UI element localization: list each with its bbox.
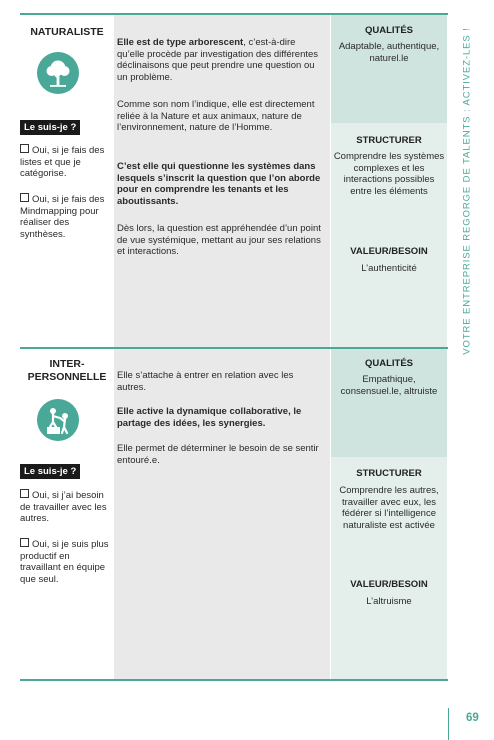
description-paragraph: Dès lors, la question est appréhendée d’un point de vue systémique, mettant au jour ses relations et interactions. <box>117 223 321 257</box>
valeur-heading: VALEUR/BESOIN <box>350 579 428 590</box>
description-paragraph: Comme son nom l’indique, elle est directement reliée à la Nature et aux animaux, nature de l’environnement, nature de l’Homme. <box>117 99 315 133</box>
option-item: Oui, si je fais des Mindmapping pour réaliser des synthèses. <box>20 194 105 240</box>
description-paragraph-bold: Elle active la dynamique collaborative, le partage des idées, les synergies. <box>117 406 302 429</box>
question-label: Le suis-je ? <box>20 464 80 479</box>
people-helping-icon <box>37 399 79 441</box>
description-paragraph: Elle s’attache à entrer en relation avec les autres. <box>117 370 294 393</box>
description-paragraph: Elle est de type arborescent, c’est-à-dire qu’elle procède par investigation des différentes déclinaisons que peut prendre une question ou un problème. <box>117 37 319 83</box>
structurer-text: Comprendre les systèmes complexes et les interactions possibles entre les éléments <box>333 151 445 197</box>
option-item: Oui, si je suis plus productif en travaillant en équipe que seul. <box>20 539 109 585</box>
qualites-text: Adaptable, authentique, naturel.le <box>338 41 440 64</box>
qualites-text: Empathique, consensuel.le, altruiste <box>340 374 438 397</box>
bottom-rule <box>20 679 448 681</box>
structurer-text: Comprendre les autres, travailler avec eux, les fédérer si l’intelligence naturaliste est activée <box>339 485 439 531</box>
checkbox-icon <box>20 538 29 547</box>
structurer-heading: STRUCTURER <box>356 135 422 146</box>
description-panel <box>114 349 330 679</box>
section-title: INTER- PERSONNELLE <box>27 358 107 383</box>
valeur-text: L’authenticité <box>361 263 417 274</box>
description-paragraph: Elle permet de déterminer le besoin de se sentir entouré.e. <box>117 443 319 466</box>
option-item: Oui, si j’ai besoin de travailler avec les autres. <box>20 490 107 524</box>
side-tagline: VOTRE ENTREPRISE REGORGE DE TALENTS : ACTIVEZ-LES ! <box>461 27 473 355</box>
checkbox-icon <box>20 489 29 498</box>
description-paragraph-bold: C’est elle qui questionne les systèmes dans lesquels s’inscrit la question que l’on aborde pour en comprendre les tenants et les aboutissants. <box>117 161 321 207</box>
page-number-divider <box>448 708 449 740</box>
page-number: 69 <box>466 712 479 724</box>
tree-icon <box>37 52 79 94</box>
qualites-heading: QUALITÉS <box>364 25 414 36</box>
valeur-heading: VALEUR/BESOIN <box>350 246 428 257</box>
section-title: NATURALISTE <box>30 26 104 38</box>
qualites-heading: QUALITÉS <box>364 358 414 369</box>
checkbox-icon <box>20 193 29 202</box>
valeur-text: L’altruisme <box>366 596 412 607</box>
structurer-heading: STRUCTURER <box>356 468 422 479</box>
checkbox-icon <box>20 144 29 153</box>
question-label: Le suis-je ? <box>20 120 80 135</box>
option-item: Oui, si je fais des listes et que je catégorise. <box>20 145 105 179</box>
